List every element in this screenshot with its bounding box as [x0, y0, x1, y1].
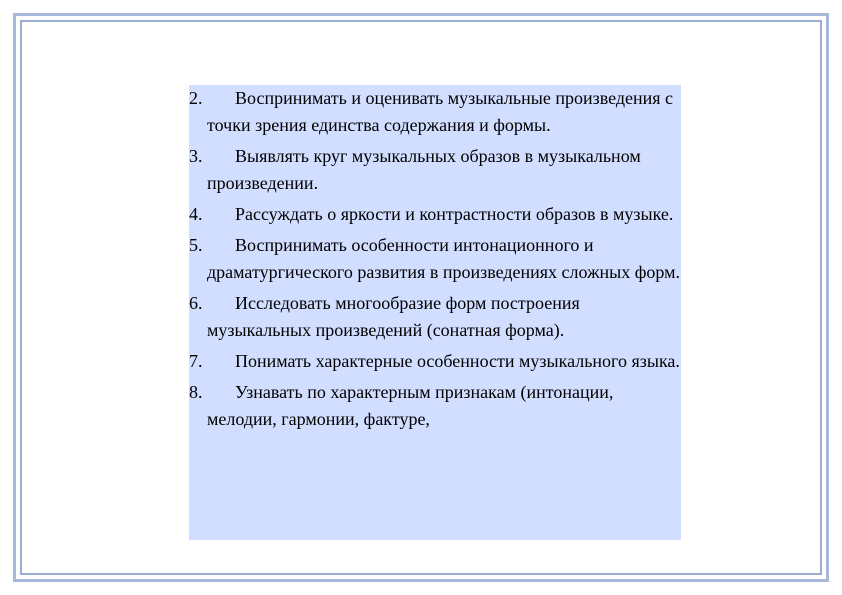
list-item-number: 4. [189, 204, 203, 224]
list-item-number: 3. [189, 146, 203, 166]
list-item-number: 6. [189, 293, 203, 313]
list-item-text: Исследовать многообразие форм построения музыкальных произведений (сонатная форма). [207, 293, 580, 340]
list-item-text: Воспринимать особенности интонационного и драматургического развития в произведениях сложных форм. [207, 235, 681, 282]
list-item [189, 290, 681, 344]
objectives-list [189, 85, 681, 540]
list-item-text: Воспринимать и оценивать музыкальные произведения с точки зрения единства содержания и формы. [207, 88, 674, 135]
list-item-number: 5. [189, 235, 203, 255]
list-item-number: 8. [189, 382, 203, 402]
list-item-number: 7. [189, 351, 203, 371]
list-item-text: Рассуждать о яркости и контрастности образов в музыке. [235, 204, 674, 224]
list-item-text: Выявлять круг музыкальных образов в музыкальном произведении. [207, 146, 641, 193]
list-item [189, 201, 681, 228]
list-item [189, 85, 681, 139]
list-item [189, 232, 681, 286]
list-item [189, 143, 681, 197]
list-item [189, 379, 681, 433]
list-item-text: Понимать характерные особенности музыкального языка. [235, 351, 680, 371]
list-item-number: 2. [189, 88, 203, 108]
list-item [189, 348, 681, 375]
list-item-text: Узнавать по характерным признакам (интонации, мелодии, гармонии, фактуре, [207, 382, 614, 429]
